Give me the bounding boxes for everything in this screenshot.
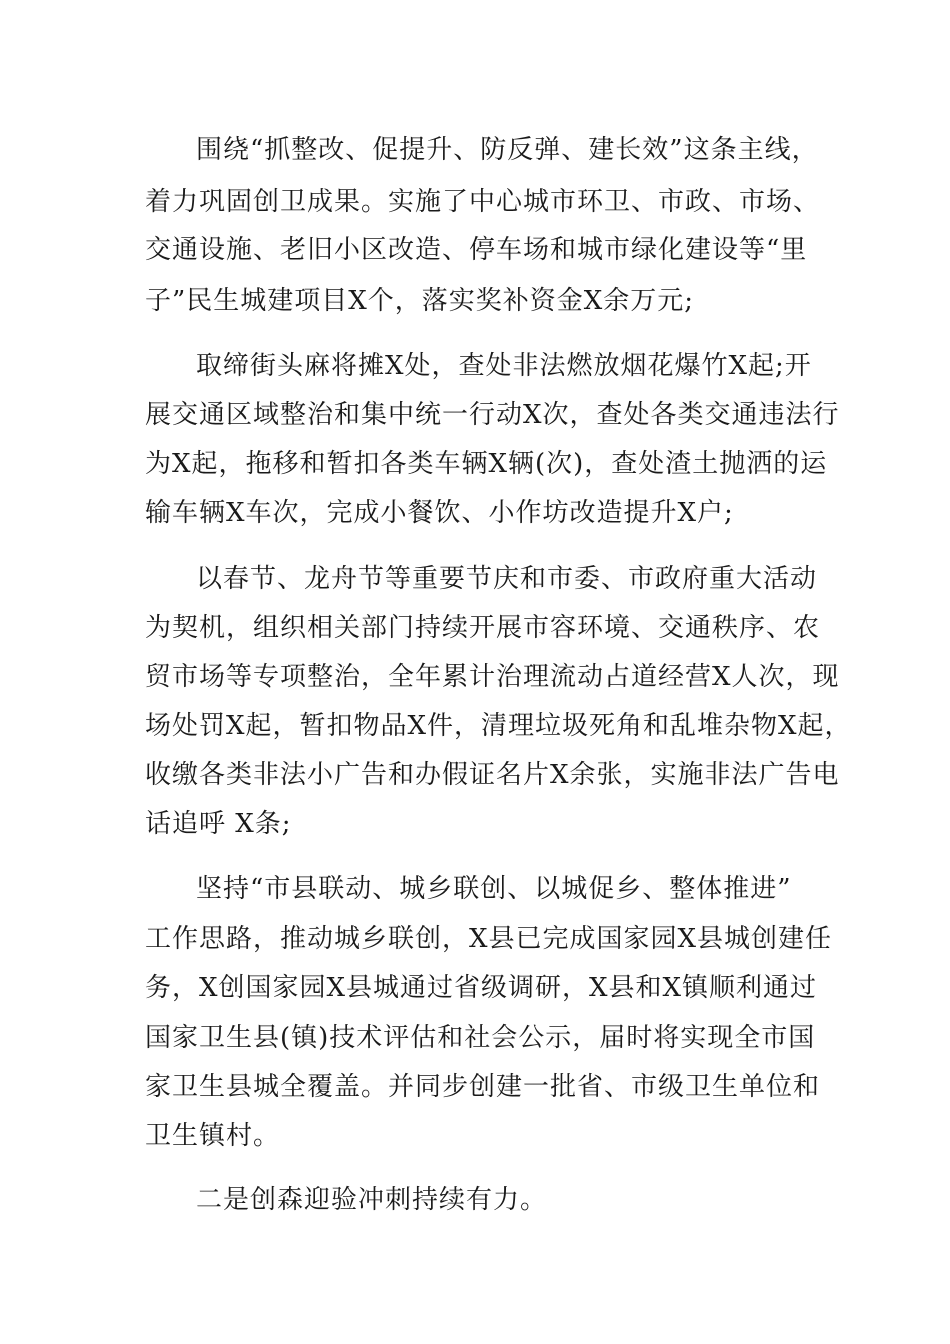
paragraph-2-line-4: 输车辆X车次，完成小餐饮、小作坊改造提升X户; [145, 498, 734, 528]
paragraph-2-line-1: 取缔街头麻将摊X处，查处非法燃放烟花爆竹X起;开 [196, 351, 812, 381]
paragraph-1-line-3: 交通设施、老旧小区改造、停车场和城市绿化建设等“里 [145, 235, 808, 265]
paragraph-3-line-5: 收缴各类非法小广告和办假证名片X余张，实施非法广告电 [145, 760, 840, 790]
paragraph-4-line-5: 家卫生县城全覆盖。并同步创建一批省、市级卫生单位和 [145, 1072, 821, 1102]
paragraph-3-line-4: 场处罚X起，暂扣物品X件，清理垃圾死角和乱堆杂物X起， [145, 711, 852, 741]
paragraph-3-line-3: 贸市场等专项整治，全年累计治理流动占道经营X人次，现 [145, 662, 840, 692]
paragraph-4-line-1: 坚持“市县联动、城乡联创、以城促乡、整体推进” [196, 874, 792, 904]
paragraph-2-line-2: 展交通区域整治和集中统一行动X次，查处各类交通违法行 [145, 400, 840, 430]
paragraph-4-line-2: 工作思路，推动城乡联创，X县已完成国家园X县城创建任 [145, 924, 833, 954]
paragraph-5-line-1: 二是创森迎验冲刺持续有力。 [196, 1185, 548, 1215]
paragraph-4-line-6: 卫生镇村。 [145, 1121, 281, 1151]
paragraph-3-line-6: 话追呼 X条; [145, 809, 292, 839]
paragraph-2-line-3: 为X起，拖移和暂扣各类车辆X辆(次)，查处渣土抛洒的运 [145, 449, 828, 479]
paragraph-1-line-2: 着力巩固创卫成果。实施了中心城市环卫、市政、市场、 [145, 187, 821, 217]
paragraph-3-line-2: 为契机，组织相关部门持续开展市容环境、交通秩序、农 [145, 613, 821, 643]
paragraph-1-line-4: 子”民生城建项目X个，落实奖补资金X余万元; [145, 286, 695, 316]
paragraph-4-line-4: 国家卫生县(镇)技术评估和社会公示，届时将实现全市国 [145, 1023, 816, 1053]
paragraph-1-line-1: 围绕“抓整改、促提升、防反弹、建长效”这条主线， [196, 135, 819, 165]
paragraph-4-line-3: 务，X创国家园X县城通过省级调研，X县和X镇顺利通过 [145, 973, 818, 1003]
paragraph-3-line-1: 以春节、龙舟节等重要节庆和市委、市政府重大活动 [196, 564, 818, 594]
